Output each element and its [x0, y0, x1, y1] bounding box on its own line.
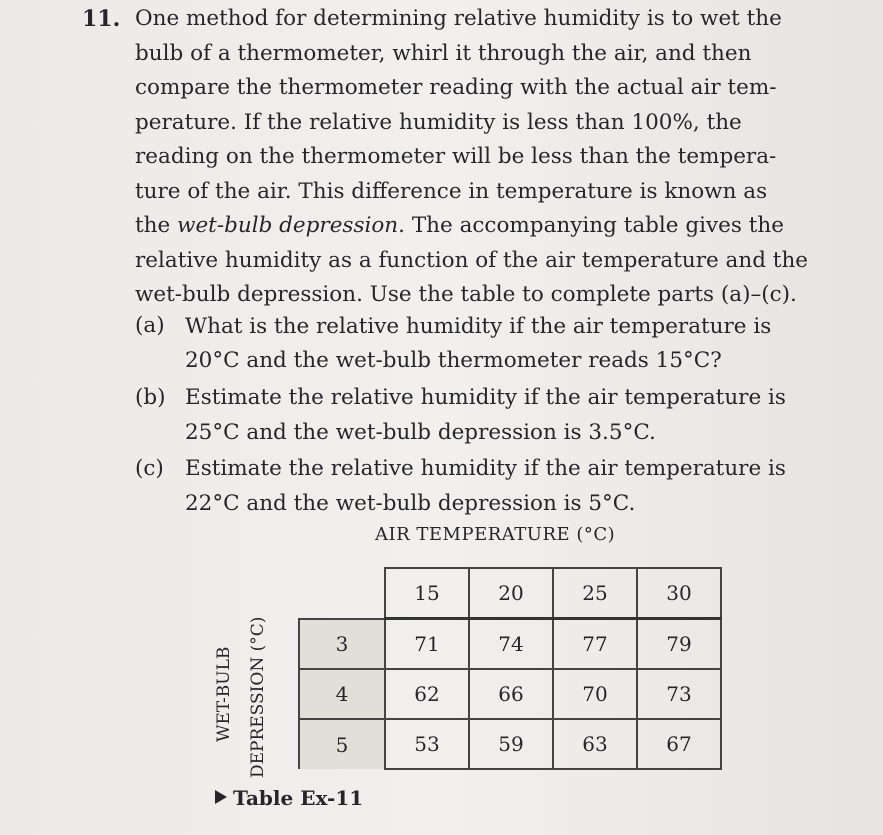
depression-value: 3 — [299, 619, 385, 670]
humidity-cell: 66 — [469, 669, 553, 719]
part-a-label: (a) — [135, 313, 165, 338]
intro-line: the wet-bulb depression. The accompanying table gives the — [135, 213, 784, 238]
humidity-cell: 79 — [637, 619, 721, 670]
table-row — [299, 669, 721, 719]
table-row — [299, 719, 721, 769]
part-b-line2: 25°C and the wet-bulb depression is 3.5°C. — [185, 420, 656, 445]
intro-line: bulb of a thermometer, whirl it through the air, and then — [135, 40, 752, 66]
air-temp-header: 15 — [385, 568, 469, 619]
triangle-marker-icon — [215, 790, 227, 804]
intro-line: reading on the thermometer will be less than the tempera- — [135, 144, 777, 169]
table-row — [299, 619, 721, 670]
intro-line: ture of the air. This difference in temperature is known as — [135, 178, 768, 204]
problem-intro — [135, 2, 835, 313]
air-temp-header: 20 — [469, 568, 553, 619]
humidity-cell: 67 — [637, 719, 721, 769]
part-c-line2: 22°C and the wet-bulb depression is 5°C. — [185, 491, 636, 516]
air-temp-header: 25 — [553, 568, 637, 619]
table-corner — [299, 568, 385, 619]
part-c-line1: Estimate the relative humidity if the air temperature is — [185, 456, 786, 481]
intro-line: relative humidity as a function of the air temperature and the — [135, 247, 809, 273]
problem-number: 11. — [82, 6, 121, 32]
humidity-cell: 71 — [385, 619, 469, 670]
part-c-label: (c) — [135, 456, 164, 481]
part-a-line1: What is the relative humidity if the air temperature is — [185, 314, 772, 339]
humidity-cell: 70 — [553, 669, 637, 719]
air-temp-header: 30 — [637, 568, 721, 619]
humidity-cell: 59 — [469, 719, 553, 769]
humidity-cell: 73 — [637, 669, 721, 719]
row-caption-line2: DEPRESSION (°C) — [248, 616, 268, 778]
humidity-cell: 63 — [553, 719, 637, 769]
intro-line: wet-bulb depression. Use the table to complete parts (a)–(c). — [135, 282, 797, 307]
humidity-table — [298, 567, 722, 770]
column-caption: AIR TEMPERATURE (°C) — [375, 524, 616, 545]
table-label — [215, 786, 363, 810]
intro-line: One method for determining relative humidity is to wet the — [135, 6, 782, 31]
depression-value: 4 — [299, 669, 385, 719]
humidity-cell: 74 — [469, 619, 553, 670]
part-b-label: (b) — [135, 385, 166, 410]
depression-value: 5 — [299, 719, 385, 769]
row-caption-line1: WET-BULB — [214, 646, 234, 742]
intro-line: perature. If the relative humidity is less than 100%, the — [135, 109, 742, 135]
humidity-cell: 62 — [385, 669, 469, 719]
table-label-text: Table Ex-11 — [233, 786, 364, 810]
humidity-cell: 53 — [385, 719, 469, 769]
table-header-row — [299, 568, 721, 619]
part-a-line2: 20°C and the wet-bulb thermometer reads 15°C? — [185, 348, 722, 373]
intro-line: compare the thermometer reading with the actual air tem- — [135, 75, 777, 100]
part-b-line1: Estimate the relative humidity if the air temperature is — [185, 385, 786, 410]
humidity-cell: 77 — [553, 619, 637, 670]
